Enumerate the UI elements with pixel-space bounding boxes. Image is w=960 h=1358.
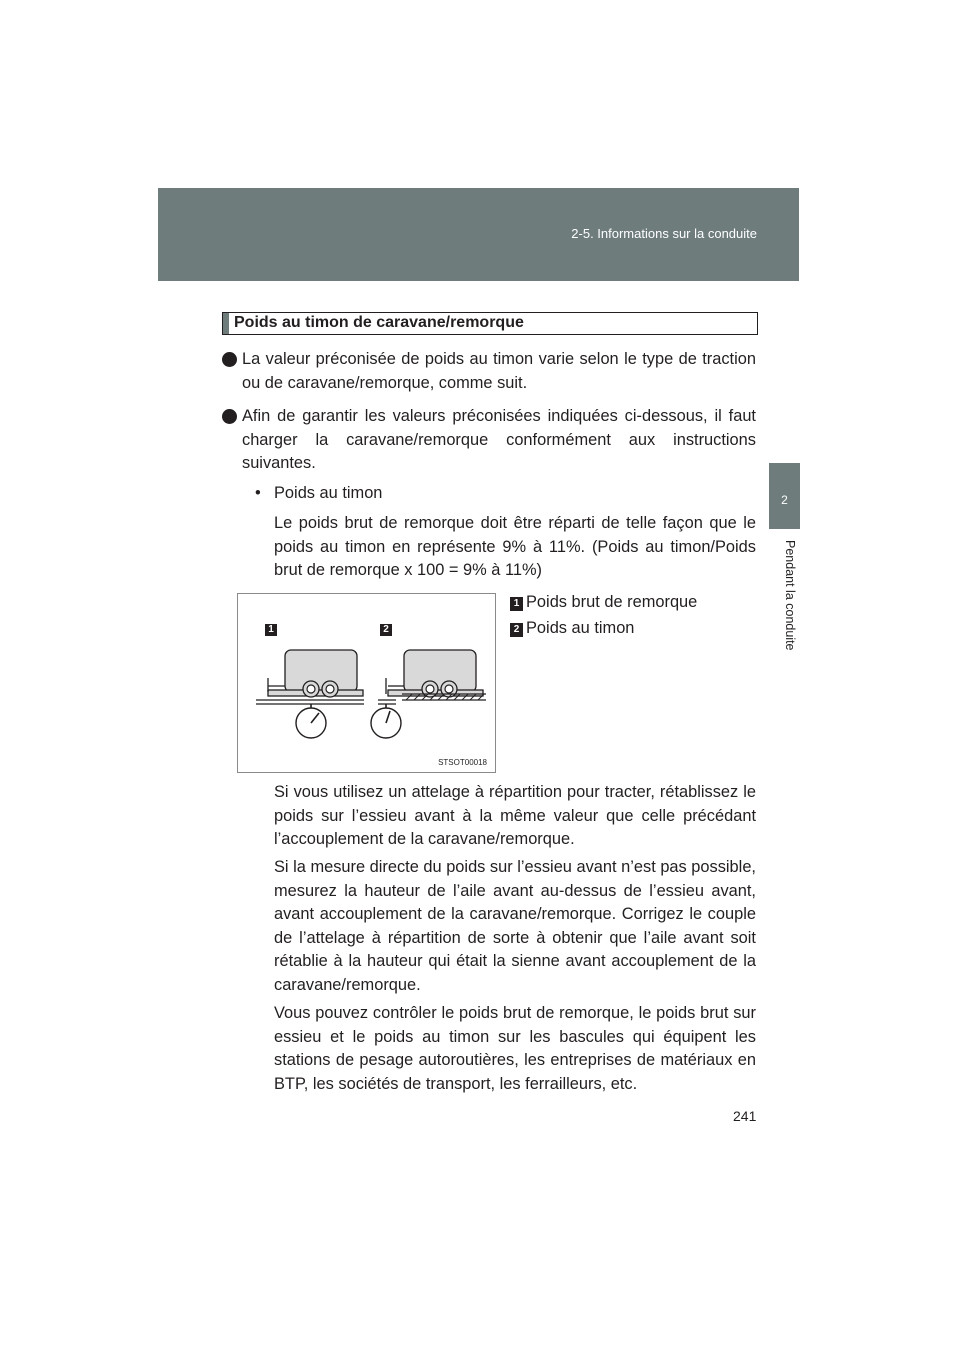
bullet-dot (222, 352, 237, 367)
bullet-text: Afin de garantir les valeurs préconisées indiquées ci-dessous, il faut charger la caravane/remorque conformément aux instructions suivantes. (242, 407, 756, 472)
page-number: 241 (733, 1108, 757, 1124)
body-paragraph: Vous pouvez contrôler le poids brut de remorque, le poids brut sur essieu et le poids au timon sur les bascules qui équipent les stations de pesage autoroutières, les entreprises de matériaux en BTP, les sociétés de transport, les ferrailleurs, etc. (274, 1004, 756, 1093)
figure-badge-2: 2 (380, 624, 392, 636)
figure-code: STSOT00018 (438, 758, 487, 767)
sub-bullet-marker: • (255, 484, 261, 502)
header-band (158, 188, 799, 281)
trailer-illustration (238, 594, 495, 772)
section-reference: 2-5. Informations sur la conduite (571, 226, 757, 241)
section-title-accent (223, 313, 229, 334)
sub-item-text: Le poids brut de remorque doit être réparti de telle façon que le poids au timon en représente 9% à 11%. (Poids au timon/Poids brut de remorque x 100 = 9% à 11%) (274, 514, 756, 579)
chapter-title: Pendant la conduite (783, 540, 797, 651)
bullet-dot (222, 409, 237, 424)
sub-item-label: Poids au timon (274, 484, 383, 502)
body-paragraph: Si vous utilisez un attelage à répartition pour tracter, rétablissez le poids sur l’essieu avant à la même valeur que celle précédant l’accouplement de la caravane/remorque. (274, 783, 756, 848)
section-title: Poids au timon de caravane/remorque (234, 314, 524, 331)
chapter-number: 2 (781, 493, 788, 507)
legend-badge: 1 (510, 597, 523, 611)
figure-badge-1: 1 (265, 624, 277, 636)
legend-label: Poids au timon (526, 619, 635, 637)
section-title-box (222, 312, 758, 335)
trailer-weight-figure (237, 593, 496, 773)
legend-badge: 2 (510, 623, 523, 637)
chapter-tab (769, 463, 800, 529)
bullet-text: La valeur préconisée de poids au timon varie selon le type de traction ou de caravane/remorque, comme suit. (242, 350, 756, 392)
legend-label: Poids brut de remorque (526, 593, 698, 611)
body-paragraph: Si la mesure directe du poids sur l’essieu avant n’est pas possible, mesurez la hauteur de l’aile avant au-dessus de l’essieu avant, avant accouplement de la caravane/remorque. Corrigez le couple de l’attelage à répartition de sorte à obtenir que l’aile avant soit rétablie à la hauteur qui était la sienne avant accouplement de la caravane/remorque. (274, 858, 756, 994)
